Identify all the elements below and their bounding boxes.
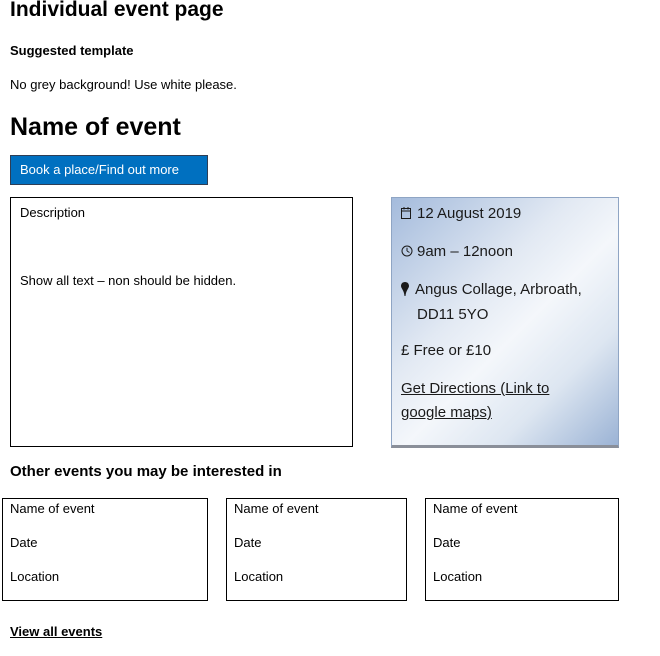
event-time-text: 9am – 12noon [417,243,513,260]
page-heading: Individual event page [10,0,224,21]
event-card[interactable] [425,498,619,601]
event-card-name: Name of event [10,501,95,516]
event-card-location: Location [433,569,483,584]
event-location [401,278,582,327]
event-card[interactable] [226,498,407,601]
event-card-location: Location [10,569,60,584]
event-time [401,240,513,265]
description-label: Description [20,205,86,220]
event-info-panel [391,197,619,448]
clock-icon [401,241,417,265]
event-price: £ Free or £10 [401,342,492,359]
event-card-location: Location [234,569,284,584]
get-directions-line1[interactable]: Get Directions (Link to [401,380,550,397]
event-date-text: 12 August 2019 [417,205,522,222]
event-card-date: Date [10,535,38,550]
map-pin-icon [401,279,415,303]
get-directions-link[interactable] [401,377,549,425]
event-card-name: Name of event [433,501,518,516]
event-card-date: Date [234,535,262,550]
template-note: No grey background! Use white please. [10,77,237,92]
description-text: Show all text – non should be hidden. [20,273,237,288]
calendar-icon [401,203,417,227]
event-card-name: Name of event [234,501,319,516]
event-title: Name of event [10,113,181,141]
other-events-heading: Other events you may be interested in [10,463,282,480]
event-date [401,202,521,227]
book-place-button[interactable]: Book a place/Find out more [10,155,208,185]
view-all-events-link[interactable]: View all events [10,624,103,639]
event-card[interactable] [2,498,208,601]
event-location-line1: Angus Collage, Arbroath, [415,281,582,298]
description-box [10,197,353,447]
event-card-date: Date [433,535,461,550]
get-directions-line2[interactable]: google maps) [401,404,492,421]
event-location-line2: DD11 5YO [417,306,489,323]
template-subheading: Suggested template [10,43,134,58]
